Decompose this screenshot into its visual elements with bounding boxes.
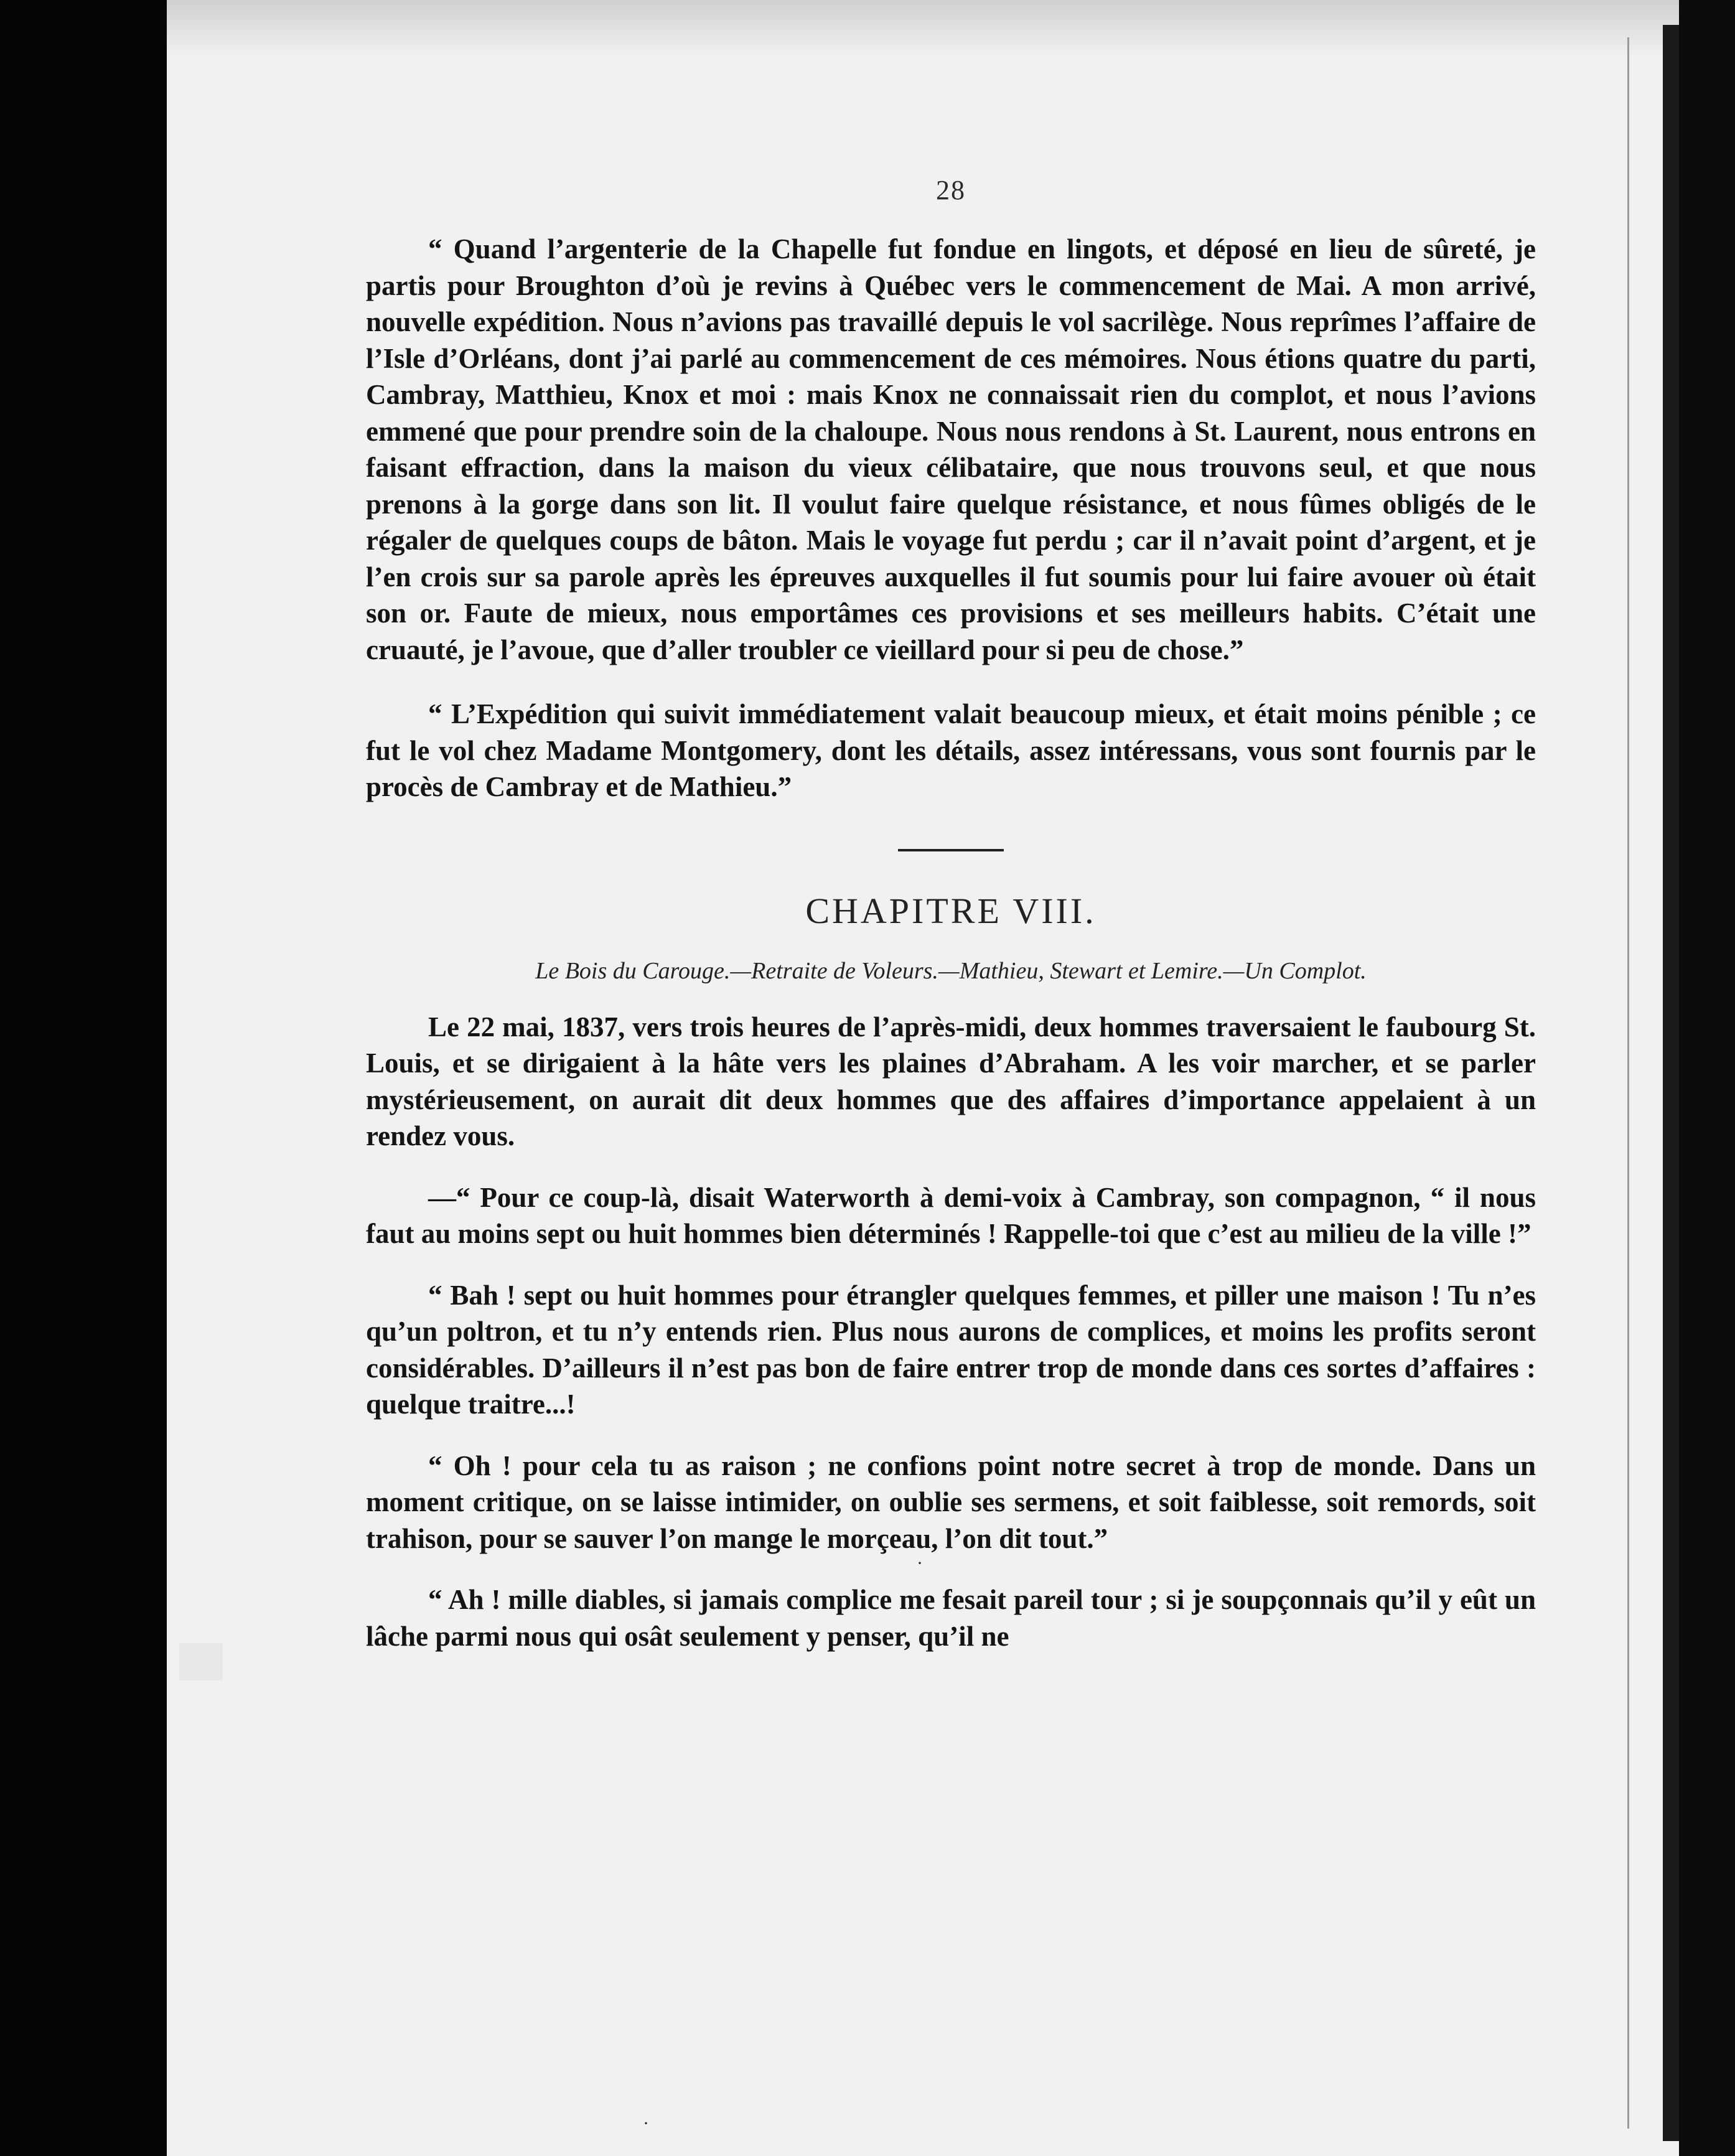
scan-left-margin [0,0,168,2156]
page-text-block [366,174,1536,1679]
document-page [167,0,1679,2156]
scan-speck: · [643,2113,649,2134]
paragraph: “ Quand l’argenterie de la Chapelle fut fondue en lingots, et déposé en lieu de sûreté, je partis pour Broughton d’où je revins à Québec vers le commencement de Mai. A mon arrivé, nouvelle expédition. Nous n’avions pas travaillé depuis le vol sacrilège. Nous reprîmes l’affaire de l’Isle d’Orléans, dont j’ai parlé au commencement de ces mémoires. Nous étions quatre du parti, Cambray, Matthieu, Knox et moi : mais Knox ne connaissait rien du complot, et nous l’avions emmené que pour prendre soin de la chaloupe. Nous nous rendons à St. Laurent, nous entrons en faisant effraction, dans la maison du vieux célibataire, que nous trouvons seul, et que nous prenons à la gorge dans son lit. Il voulut faire quelque résistance, et nous fûmes obligés de le régaler de quelques coups de bâton. Mais le voyage fut perdu ; car il n’avait point d’argent, et je l’en crois sur sa parole après les épreuves auxquelles il fut soumis pour lui faire avouer où était son or. Faute de mieux, nous emportâmes ces provisions et ses meilleurs habits. C’était une cruauté, je l’avoue, que d’aller troubler ce vieillard pour si peu de chose.” [366,233,1536,665]
page-top-shadow [167,0,1679,56]
chapter-title: CHAPITRE VIII. [805,890,1097,931]
section-divider [898,849,1004,851]
paragraph: Le 22 mai, 1837, vers trois heures de l’après-midi, deux hommes traversaient le faubourg St. Louis, et se dirigaient à la hâte vers les plaines d’Abraham. A les voir marcher, et se parler mystérieusement, on aurait dit deux hommes que des affaires d’importance appelaient à un rendez vous. [366,1011,1536,1151]
paragraph: “ Bah ! sept ou huit hommes pour étrangler quelques femmes, et piller une maison ! Tu n’es qu’un poltron, et tu n’y entends rien. Plus nous aurons de complices, et moins les profits seront considérables. D’ailleurs il n’est pas bon de faire entrer trop de monde dans ces sortes d’affaires : quelque traitre...! [366,1279,1536,1420]
chapter-summary: Le Bois du Carouge.—Retraite de Voleurs.—Mathieu, Stewart et Lemire.—Un Complot. [535,957,1367,984]
page-inner-line [1627,37,1629,2129]
page-right-border [1663,25,1679,2141]
paragraph: “ Ah ! mille diables, si jamais complice me fesait pareil tour ; si je soupçonnais qu’il y eût un lâche parmi nous qui osât seulement y penser, qu’il ne [366,1584,1536,1652]
paragraph: “ Oh ! pour cela tu as raison ; ne confions point notre secret à trop de monde. Dans un moment critique, on se laisse intimider, on oublie ses sermens, et soit faiblesse, soit remords, soit trahison, pour se sauver l’on mange le morçeau, l’on dit tout.” [366,1450,1536,1554]
page-number: 28 [936,175,966,205]
bleed-mark [179,1643,223,1680]
paragraph: —“ Pour ce coup-là, disait Waterworth à demi-voix à Cambray, son compagnon, “ il nous faut au moins sept ou huit hommes bien déterminés ! Rappelle-toi que c’est au milieu de la ville !” [366,1181,1536,1249]
scan-speck: · [917,1553,923,1573]
paragraph: “ L’Expédition qui suivit immédiatement valait beaucoup mieux, et était moins pénible ; ce fut le vol chez Madame Montgomery, dont les détails, assez intéressans, vous sont fournis par le procès de Cambray et de Mathieu.” [366,698,1536,802]
